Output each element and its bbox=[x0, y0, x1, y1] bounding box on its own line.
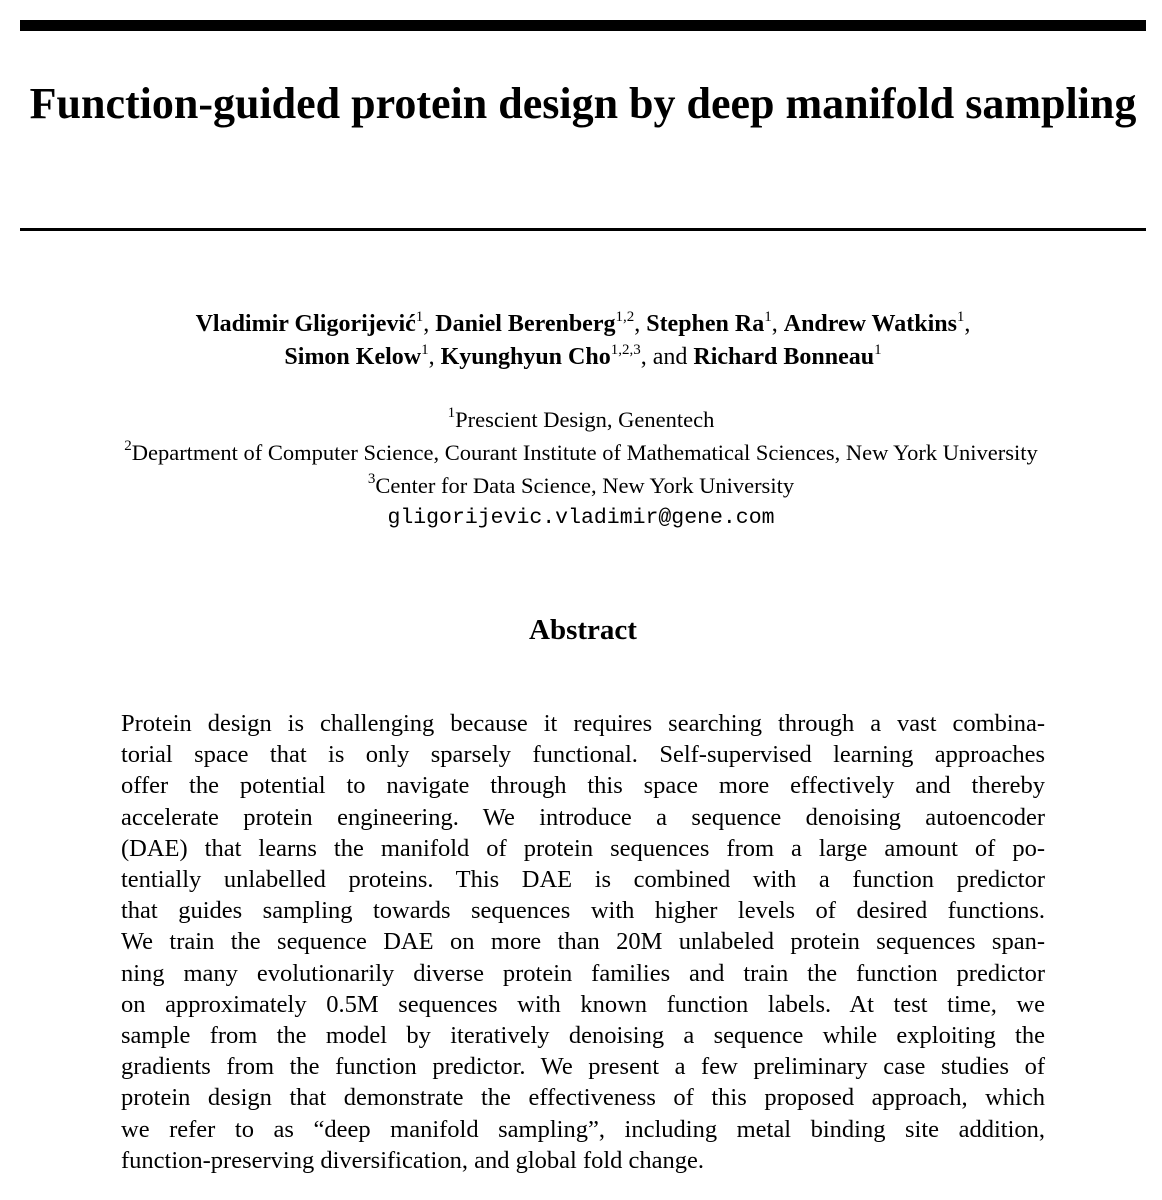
author-name: Vladimir Gligorijević bbox=[195, 311, 416, 337]
abstract-line: function-preserving diversification, and global fold change. bbox=[121, 1146, 705, 1174]
paper-title: Function-guided protein design by deep manifold sampling bbox=[29, 79, 1137, 128]
author-separator: , bbox=[423, 311, 436, 337]
author-affiliation-mark: 1 bbox=[956, 309, 965, 325]
author-separator: , bbox=[634, 311, 647, 337]
abstract-line: we refer to as “deep manifold sampling”, including metal binding site addition, bbox=[121, 1115, 1045, 1143]
abstract-line: Protein design is challenging because it requires searching through a vast combina- bbox=[121, 710, 1045, 737]
abstract-line: tentially unlabelled proteins. This DAE is combined with a function predictor bbox=[121, 866, 1045, 894]
abstract-line: gradients from the function predictor. We present a few preliminary case studies of bbox=[121, 1053, 1045, 1081]
author-name: Stephen Ra bbox=[646, 311, 765, 337]
affiliation-mark: 3 bbox=[367, 471, 376, 487]
abstract-line: torial space that is only sparsely functional. Self-supervised learning approaches bbox=[121, 741, 1045, 769]
affiliation-text: Department of Computer Science, Courant Institute of Mathematical Sciences, New York University bbox=[131, 440, 1038, 465]
title-bottom-rule bbox=[20, 228, 1146, 231]
author-affiliation-mark: 1 bbox=[764, 309, 772, 325]
author-name: Richard Bonneau bbox=[693, 344, 875, 370]
author-affiliation-mark: 1,2,3 bbox=[610, 342, 641, 358]
abstract-line: We train the sequence DAE on more than 20M unlabeled protein sequences span- bbox=[121, 928, 1045, 956]
abstract-line: (DAE) that learns the manifold of protein sequences from a large amount of po- bbox=[121, 834, 1045, 862]
author-separator: , bbox=[964, 311, 971, 337]
author-name: Simon Kelow bbox=[284, 344, 422, 370]
affiliation-line bbox=[0, 403, 1162, 436]
author-separator: , and bbox=[640, 344, 694, 370]
affiliation-line bbox=[0, 436, 1162, 469]
abstract-line: ning many evolutionarily diverse protein families and train the function predictor bbox=[121, 959, 1045, 987]
affiliation-line bbox=[0, 469, 1162, 502]
author-name: Andrew Watkins bbox=[783, 311, 957, 337]
abstract-body bbox=[121, 708, 1045, 1176]
author-line-1 bbox=[20, 308, 1146, 341]
abstract-line: sample from the model by iteratively denoising a sequence while exploiting the bbox=[121, 1022, 1045, 1050]
affiliation-list bbox=[0, 403, 1162, 535]
abstract-line: that guides sampling towards sequences with higher levels of desired functions. bbox=[121, 897, 1045, 925]
author-affiliation-mark: 1 bbox=[415, 309, 424, 325]
affiliation-text: Center for Data Science, New York University bbox=[375, 473, 795, 498]
author-name: Daniel Berenberg bbox=[435, 311, 616, 337]
abstract-line: accelerate protein engineering. We introduce a sequence denoising autoencoder bbox=[121, 803, 1045, 831]
author-separator: , bbox=[428, 344, 441, 370]
affiliation-mark: 1 bbox=[447, 405, 456, 421]
abstract-line: on approximately 0.5M sequences with known function labels. At test time, we bbox=[121, 990, 1045, 1018]
abstract-line: protein design that demonstrate the effectiveness of this proposed approach, which bbox=[121, 1084, 1045, 1112]
author-name: Kyunghyun Cho bbox=[440, 344, 611, 370]
author-list bbox=[20, 308, 1146, 374]
affiliation-text: Prescient Design, Genentech bbox=[455, 407, 715, 432]
author-line-2 bbox=[20, 341, 1146, 374]
author-affiliation-mark: 1 bbox=[421, 342, 429, 358]
title-top-rule bbox=[20, 20, 1146, 31]
abstract-line: offer the potential to navigate through this space more effectively and thereby bbox=[121, 772, 1045, 800]
author-affiliation-mark: 1 bbox=[874, 342, 882, 358]
contact-email: gligorijevic.vladimir@gene.com bbox=[387, 506, 775, 530]
abstract-heading: Abstract bbox=[529, 614, 637, 646]
affiliation-mark: 2 bbox=[124, 438, 132, 454]
author-affiliation-mark: 1,2 bbox=[615, 309, 635, 325]
author-separator: , bbox=[771, 311, 784, 337]
